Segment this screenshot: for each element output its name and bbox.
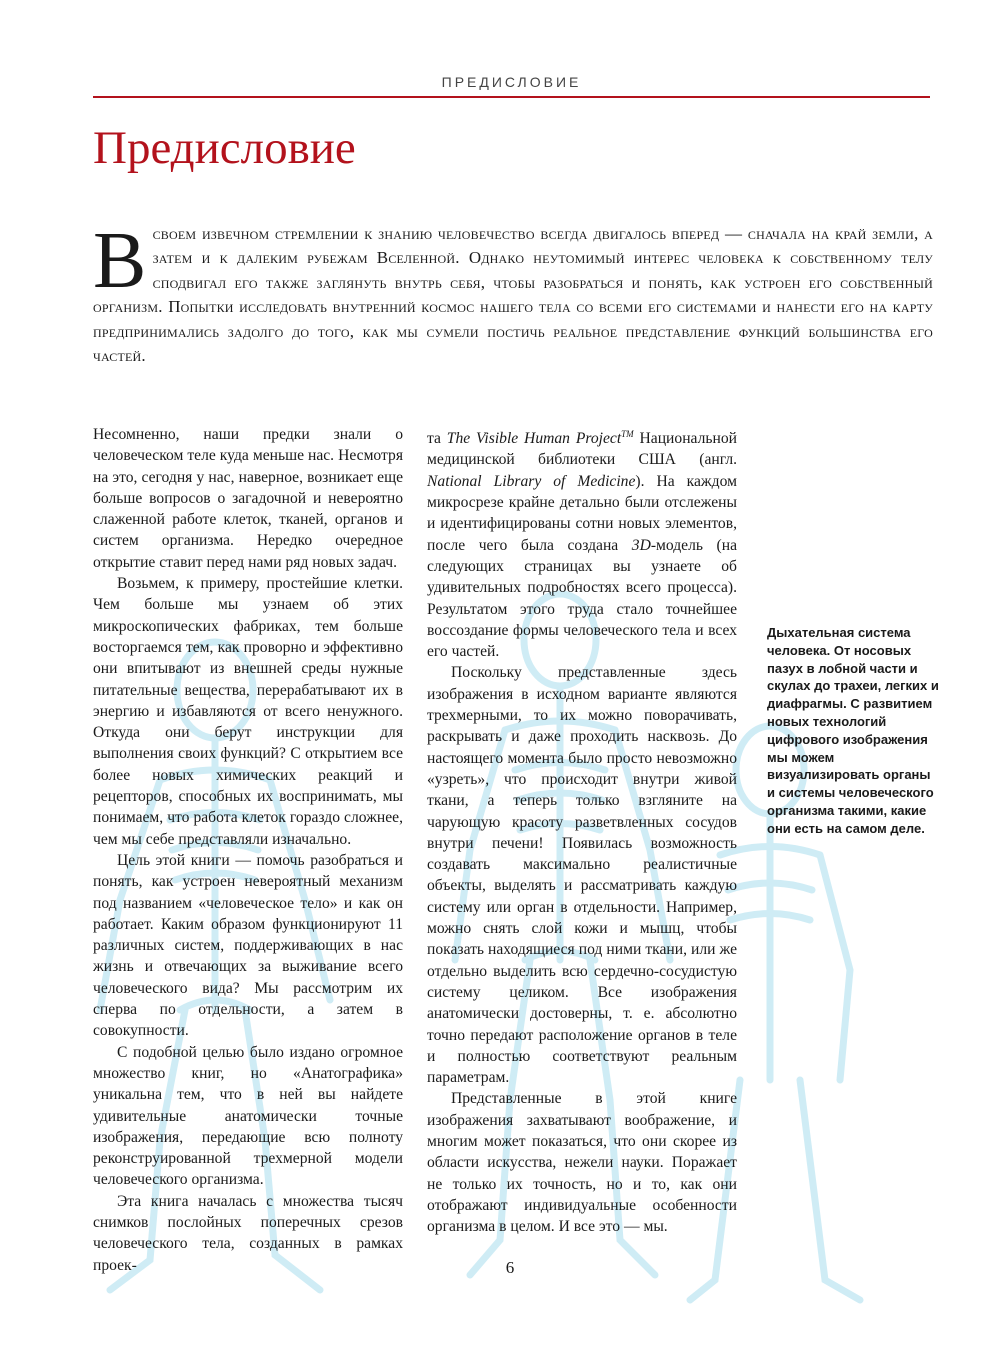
project-name: The Visible Human Project <box>446 430 622 448</box>
page-number: 6 <box>505 1258 515 1277</box>
text-run: Национальной медицинской библиотеки США (англ. <box>427 430 737 469</box>
body-paragraph: С подобной целью было издано огромное множество книг, но «Анатографика» уникальна тем, что в ней вы найдете удивительные анатомически точные изображения, передающие всю полноту реконструированной трехмерной модели человеческого организма. <box>93 1043 403 1189</box>
body-paragraph <box>427 424 737 662</box>
body-paragraph: Эта книга началась с множества тысяч снимков послойных поперечных срезов человеческого тела, созданных в рамках проек- <box>93 1192 403 1274</box>
caption-title: Дыхательная система человека. <box>767 625 911 658</box>
three-d-term: 3D <box>631 536 651 554</box>
header-rule <box>93 96 930 98</box>
intro-paragraph <box>93 217 933 368</box>
body-paragraph: Представленные в этой книге изображения захватывают воображение, и многим может показаться, что они скорее из области искусства, нежели науки. Поражает не только их точность, но и то, как они отображают индивидуальные особенности организма в целом. И все это — мы. <box>427 1090 737 1236</box>
drop-cap: В <box>93 217 147 305</box>
body-paragraph: Возьмем, к примеру, простейшие клетки. Чем больше мы узнаем об этих микроскопических фабриках, тем больше восторгаемся тем, как проворно и эффективно они впитывают из внешней среды нужные питательные вещества, перерабатывают их в энергию и избавляются от всего ненужного. Откуда они берут инструкции для выполнения своих функций? С открытием все более новых химических реакций и рецепторов, способных их воспринимать, мы понимаем, что работа клеток гораздо сложнее, чем мы себе представляли изначально. <box>93 575 403 848</box>
intro-text: своем извечном стремлении к знанию человечество всегда двигалось вперед — сначала на край земли, а затем и к далеким рубежам Вселенной. Однако неутомимый интерес человека к собственному телу сподвигал его также заглянуть внутрь себя, чтобы разобраться и понять, как устроен его собственный организм. Попытки исследовать внутренний космос нашего тела со всеми его системами и нанести его на карту предпринимались задолго до того, как мы сумели постичь реальное представление функций большинства его частей. <box>93 224 933 366</box>
left-text-column <box>93 424 403 1276</box>
body-paragraph: Цель этой книги — помочь разобраться и понять, как устроен невероятный механизм под названием «человеческое тело» и как он работает. Каким образом функционируют 11 различных систем, поддерживающих в нас жизнь и отвечающих за выживание всего человеческого вида? Мы рассмотрим их сперва по отдельности, а затем в совокупности. <box>93 851 403 1040</box>
text-run: ). На каждом микросрезе крайне детально были отслежены и идентифицированы сотни новых элементов, после чего была создана <box>427 472 737 554</box>
text-run: та <box>427 430 447 448</box>
trademark-mark: TM <box>621 429 634 439</box>
caption-text: От носовых пазух в лобной части и скулах до трахеи, легких и диафрагмы. С развитием новых технологий цифрового изображения мы можем визуализировать органы и системы человеческого организма такими, какие они есть на самом деле. <box>767 642 939 836</box>
right-text-column <box>427 424 737 1237</box>
running-header: ПРЕДИСЛОВИЕ <box>441 74 582 90</box>
page-title: Предисловие <box>93 122 356 174</box>
text-run: -модель (на следующих страницах вы узнаете об удивительных подробностях всего процесса). Результатом этого труда стало точнейшее воссоздание формы человеческого тела и всех его частей. <box>427 536 737 661</box>
library-name: National Library of Medicine <box>427 472 636 490</box>
body-paragraph: Несомненно, наши предки знали о человеческом теле куда меньше нас. Несмотря на это, сегодня у нас, наверное, возникает еще больше вопросов о загадочной и невероятно слаженной работе клеток, тканей, органов и систем организма. Нередко очередное открытие ставит перед нами ряд новых задач. <box>93 426 403 571</box>
body-paragraph: Поскольку представленные здесь изображения в исходном варианте являются трехмерными, то их можно поворачивать, раскрывать и даже проходить насквозь. До настоящего момента было просто невозможно «узреть», что происходит внутри живой ткани, а теперь только взгляните на чарующую красоту разветвленных сосудов внутри печени! Появилась возможность создавать максимально реалистичные объекты, выделять и рассматривать каждую систему или орган в отдельности. Например, можно снять слой кожи и мышц, чтобы показать находящиеся под ними ткани, или же отдельно выделить всю сердечно-сосудистую систему целиком. Все изображения анатомически достоверны, т. е. абсолютно точно передают расположение органов в теле и полностью соответствуют реальным параметрам. <box>427 664 737 1087</box>
figure-caption <box>767 624 942 838</box>
